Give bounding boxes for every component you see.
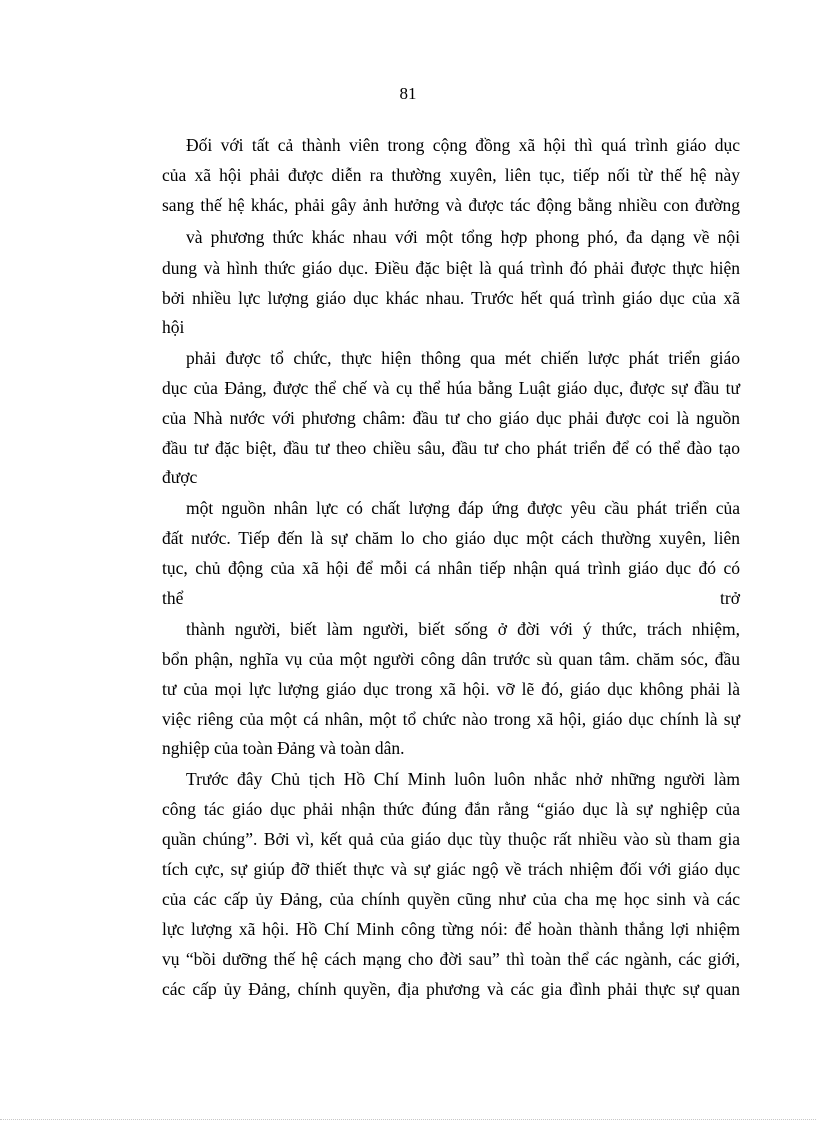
text-line: các cấp ủy Đảng, chính quyền, địa phương và các gia đình phải thực sự quan xyxy=(162,979,740,999)
text-line: quần chúng”. Bởi vì, kết quả của giáo dục tùy thuộc rất nhiều vào sù tham gia xyxy=(162,829,740,849)
text-line: Trước đây Chủ tịch Hồ Chí Minh luôn luôn nhắc nhở những người làm xyxy=(186,769,740,789)
text-line: dung và hình thức giáo dục. Điều đặc biệt là quá trình đó phải được thực hiện xyxy=(162,258,740,278)
text-line: tích cực, sự giúp đỡ thiết thực và sự giác ngộ về trách nhiệm đối với giáo dục xyxy=(162,859,740,879)
text-line: tục, chủ động của xã hội để mỗi cá nhân tiếp nhận quá trình giáo dục đó có xyxy=(162,558,740,578)
text-line: nghiệp của toàn Đảng và toàn dân. xyxy=(162,738,405,758)
text-line: của Nhà nước với phương châm: đầu tư cho giáo dục phải được coi là nguồn xyxy=(162,408,740,428)
text-line: sang thế hệ khác, phải gây ảnh hưởng và được tác động bằng nhiều con đường xyxy=(162,195,740,215)
text-line: bởi nhiều lực lượng giáo dục khác nhau. Trước hết quá trình giáo dục của xã xyxy=(162,288,740,308)
text-fragment: thể xyxy=(162,588,184,608)
text-line: phải được tổ chức, thực hiện thông qua mét chiến lược phát triển giáo xyxy=(186,348,740,368)
text-line xyxy=(162,586,740,610)
text-line: đất nước. Tiếp đến là sự chăm lo cho giáo dục một cách thường xuyên, liên xyxy=(162,528,740,548)
text-line: dục của Đảng, được thể chế và cụ thể húa bằng Luật giáo dục, được sự đầu tư xyxy=(162,378,740,398)
text-fragment: trở xyxy=(720,588,740,608)
text-line: và phương thức khác nhau với một tổng hợp phong phó, đa dạng về nội xyxy=(186,227,740,247)
text-line: việc riêng của một cá nhân, một tổ chức nào trong xã hội, giáo dục chính là sự xyxy=(162,709,740,729)
page-bottom-divider xyxy=(0,1119,816,1120)
page-number: 81 xyxy=(399,84,417,103)
text-line: vụ “bồi dưỡng thế hệ cách mạng cho đời sau” thì toàn thể các ngành, các giới, xyxy=(162,949,740,969)
text-line: Đối với tất cả thành viên trong cộng đồng xã hội thì quá trình giáo dục xyxy=(186,135,740,155)
text-line: được xyxy=(162,467,198,487)
text-line: hội xyxy=(162,317,185,337)
text-line: một nguồn nhân lực có chất lượng đáp ứng được yêu cầu phát triển của xyxy=(186,498,740,518)
text-line: thành người, biết làm người, biết sống ở đời với ý thức, trách nhiệm, xyxy=(186,619,740,639)
text-line: lực lượng xã hội. Hồ Chí Minh công từng nói: để hoàn thành thắng lợi nhiệm xyxy=(162,919,740,939)
text-line: đầu tư đặc biệt, đầu tư theo chiều sâu, đầu tư cho phát triển để có thể đào tạo xyxy=(162,438,740,458)
text-line: tư của mọi lực lượng giáo dục trong xã hội. vỡ lẽ đó, giáo dục không phải là xyxy=(162,679,740,699)
text-line: công tác giáo dục phải nhận thức đúng đắn rằng “giáo dục là sự nghiệp của xyxy=(162,799,740,819)
text-line: của xã hội phải được diễn ra thường xuyên, liên tục, tiếp nối từ thế hệ này xyxy=(162,165,740,185)
text-line: bổn phận, nghĩa vụ của một người công dân trước sù quan tâm. chăm sóc, đầu xyxy=(162,649,740,669)
text-line: của các cấp ủy Đảng, của chính quyền cũng như của cha mẹ học sinh và các xyxy=(162,889,740,909)
